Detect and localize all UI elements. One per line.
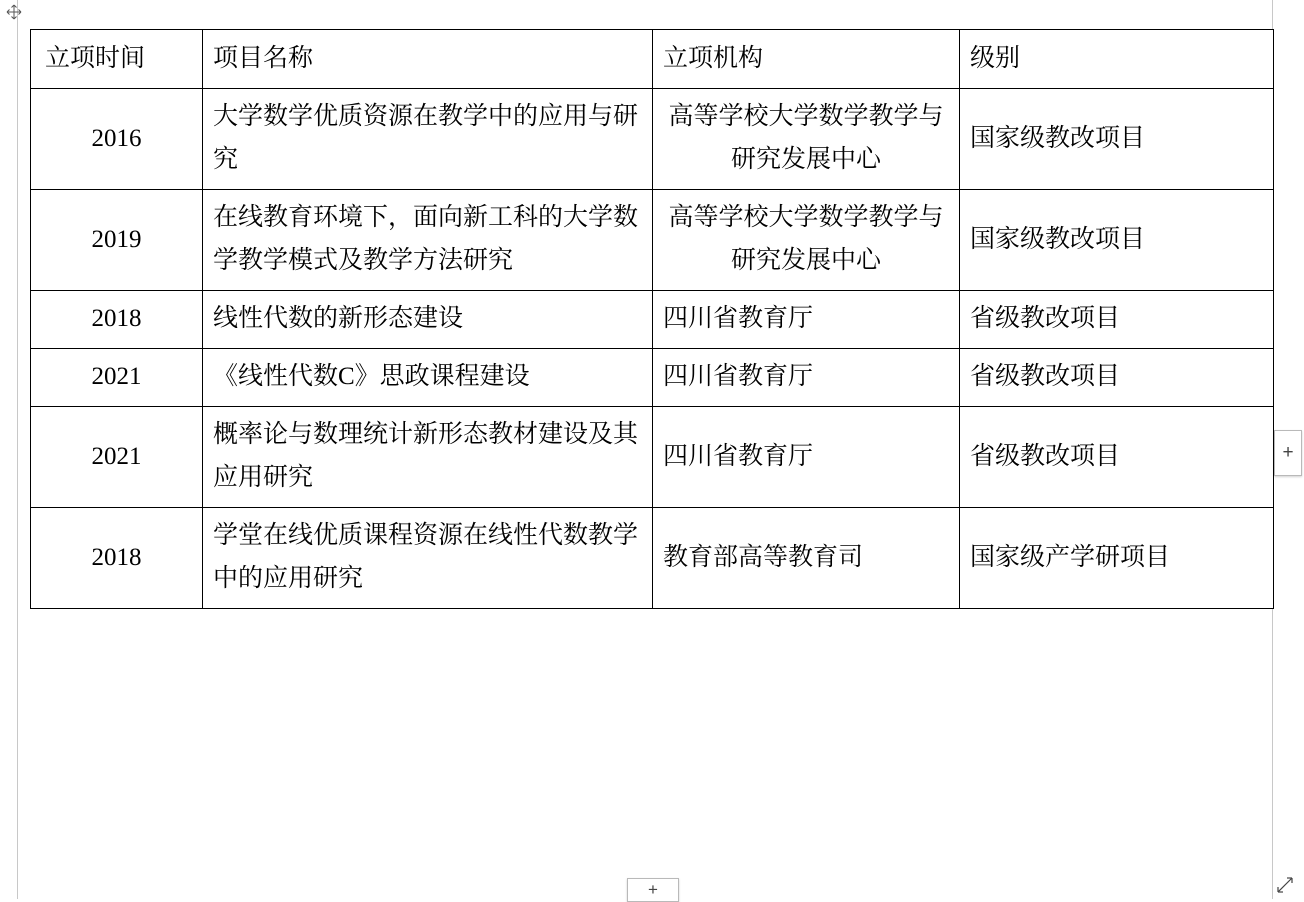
cell-org: 高等学校大学数学教学与研究发展中心 [653, 89, 960, 190]
cell-org: 四川省教育厅 [653, 349, 960, 407]
cell-year: 2021 [31, 407, 203, 508]
table-resize-grip-icon[interactable] [1276, 876, 1294, 894]
table-row [31, 190, 1274, 291]
cell-org: 四川省教育厅 [653, 407, 960, 508]
table-row [31, 349, 1274, 407]
table-header-cell-org: 立项机构 [653, 30, 960, 89]
table-header-cell-level: 级别 [960, 30, 1274, 89]
table-header-row [31, 30, 1274, 89]
cell-project: 线性代数的新形态建设 [203, 291, 653, 349]
cell-project: 在线教育环境下，面向新工科的大学数学教学模式及教学方法研究 [203, 190, 653, 291]
cell-year: 2019 [31, 190, 203, 291]
table-row [31, 291, 1274, 349]
cell-project: 概率论与数理统计新形态教材建设及其应用研究 [203, 407, 653, 508]
cell-year: 2016 [31, 89, 203, 190]
cell-level: 省级教改项目 [960, 349, 1274, 407]
cell-year: 2021 [31, 349, 203, 407]
cell-year: 2018 [31, 508, 203, 609]
cell-level: 国家级教改项目 [960, 190, 1274, 291]
cell-level: 省级教改项目 [960, 291, 1274, 349]
cell-level: 省级教改项目 [960, 407, 1274, 508]
cell-org: 高等学校大学数学教学与研究发展中心 [653, 190, 960, 291]
project-table [30, 29, 1274, 609]
cell-project: 大学数学优质资源在教学中的应用与研究 [203, 89, 653, 190]
table-move-handle-icon[interactable] [6, 4, 22, 20]
cell-level: 国家级产学研项目 [960, 508, 1274, 609]
cell-org: 教育部高等教育司 [653, 508, 960, 609]
table-header-cell-project: 项目名称 [203, 30, 653, 89]
table-row [31, 508, 1274, 609]
cell-project: 学堂在线优质课程资源在线性代数教学中的应用研究 [203, 508, 653, 609]
cell-level: 国家级教改项目 [960, 89, 1274, 190]
add-column-button[interactable]: + [1274, 430, 1302, 476]
table-header-cell-time: 立项时间 [31, 30, 203, 89]
page-left-margin-rule [17, 0, 18, 899]
cell-year: 2018 [31, 291, 203, 349]
add-row-button[interactable]: + [627, 878, 679, 902]
table-row [31, 89, 1274, 190]
table-row [31, 407, 1274, 508]
cell-project: 《线性代数C》思政课程建设 [203, 349, 653, 407]
cell-org: 四川省教育厅 [653, 291, 960, 349]
